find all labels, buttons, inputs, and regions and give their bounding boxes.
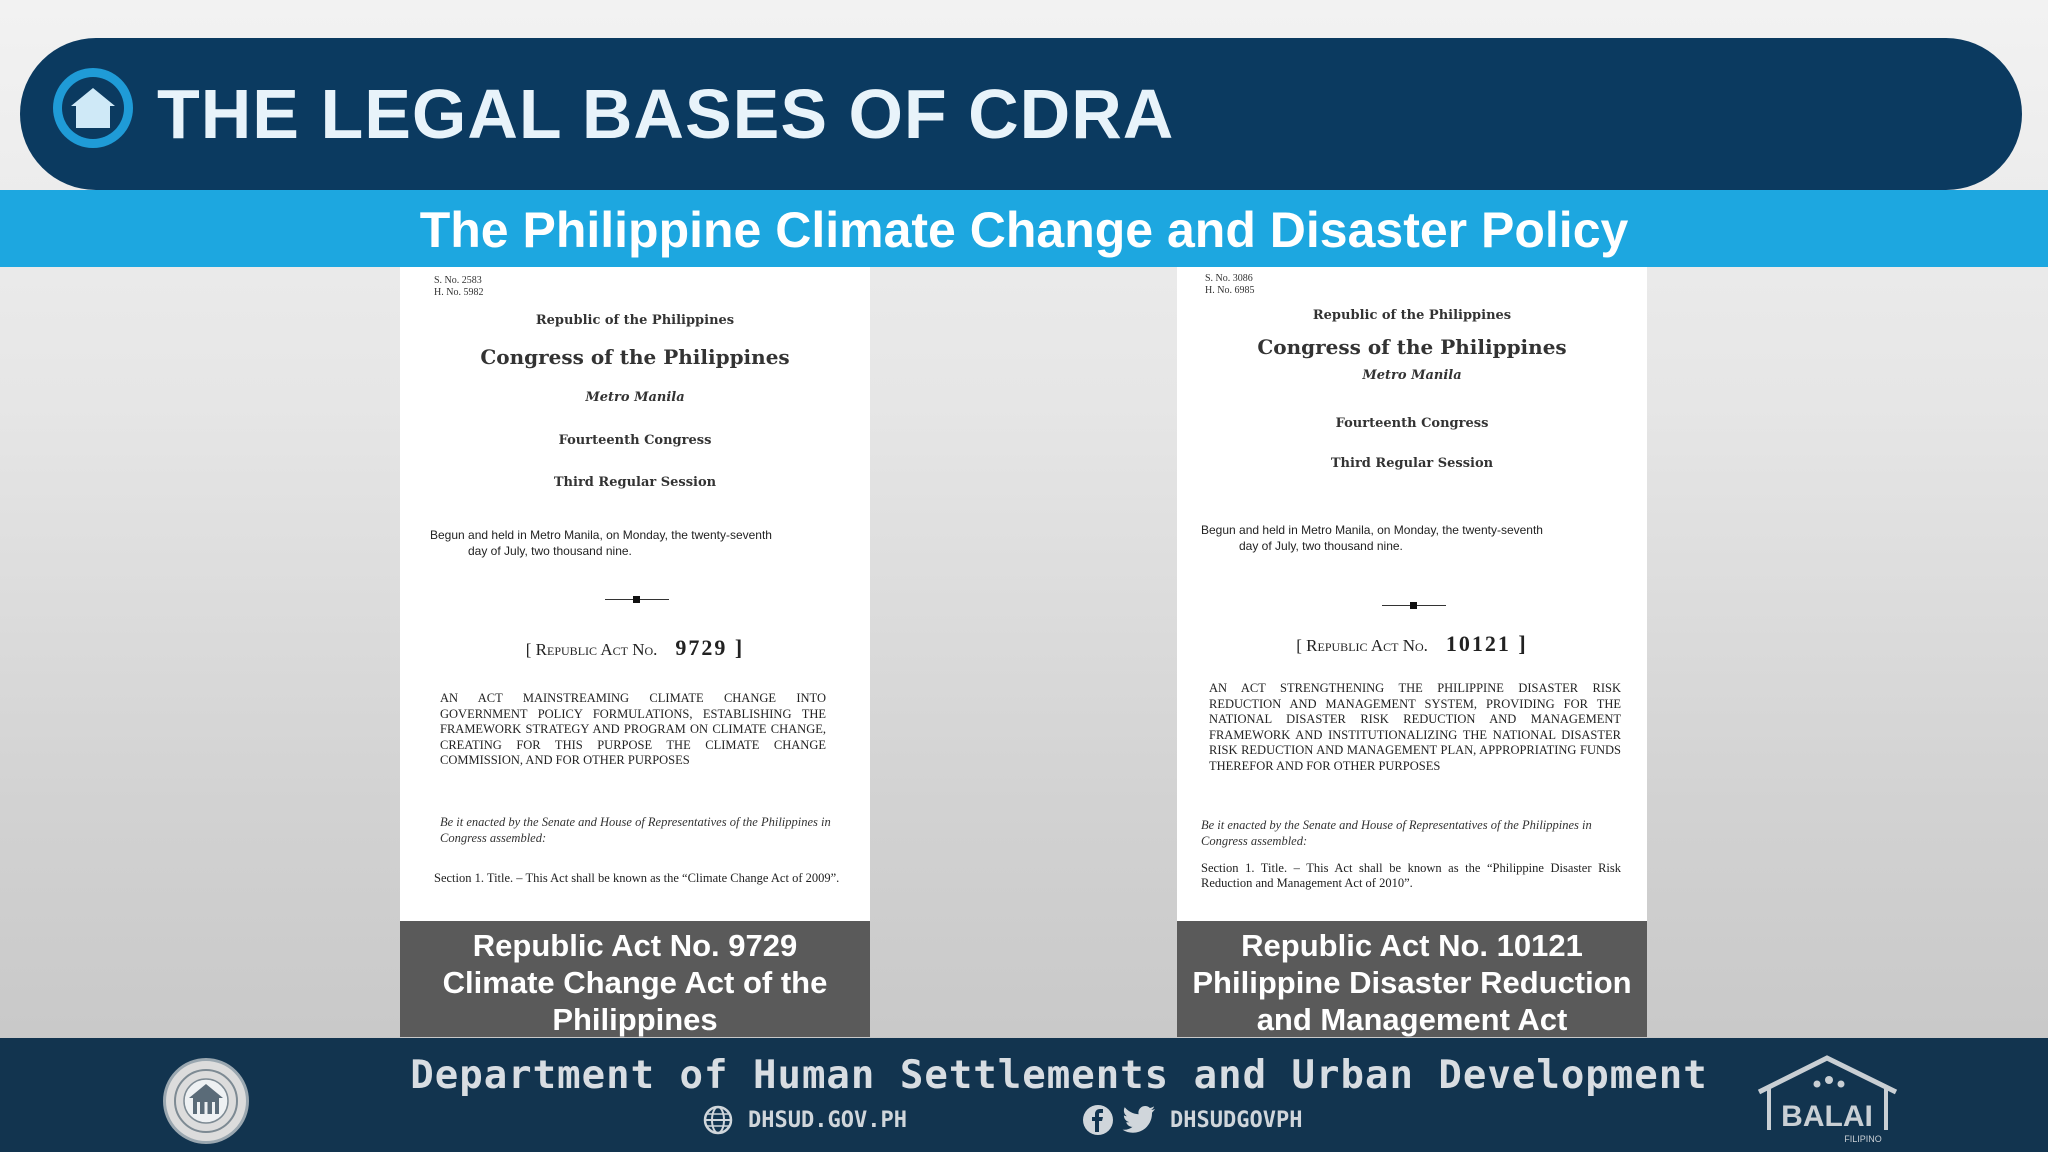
caption-line-2: Climate Change Act of the xyxy=(442,965,828,1000)
facebook-icon xyxy=(1082,1104,1114,1136)
doc-congress: Congress of the Philippines xyxy=(1257,335,1567,359)
doc-metro-manila: Metro Manila xyxy=(1362,368,1462,383)
twitter-icon xyxy=(1122,1105,1156,1135)
subtitle-bar xyxy=(0,190,2048,267)
doc-congress-number: Fourteenth Congress xyxy=(1335,416,1489,431)
doc-congress-number: Fourteenth Congress xyxy=(558,433,712,448)
begun-line-1: Begun and held in Metro Manila, on Monday, the twenty-seventh xyxy=(1201,523,1543,537)
house-number: H. No. 6985 xyxy=(1205,285,1255,296)
doc-congress: Congress of the Philippines xyxy=(480,345,790,369)
caption-line-1: Republic Act No. 10121 xyxy=(1241,928,1583,963)
doc-act-title: AN ACT MAINSTREAMING CLIMATE CHANGE INTO GOVERNMENT POLICY FORMULATIONS, ESTABLISHING THE FRAMEWORK STRATEGY AND PROGRAM ON CLIMATE CHANGE, CREATING FOR THIS PURPOSE THE CLIMATE CHANGE COMMISSION, AND FOR OTHER PURPOSES xyxy=(440,691,826,767)
doc-divider xyxy=(605,599,669,600)
begun-line-2: day of July, two thousand nine. xyxy=(1239,539,1403,553)
svg-text:FILIPINO: FILIPINO xyxy=(1844,1134,1882,1144)
caption-line-3: Philippines xyxy=(552,1002,718,1037)
doc-act-title: AN ACT STRENGTHENING THE PHILIPPINE DISASTER RISK REDUCTION AND MANAGEMENT SYSTEM, PROVIDING FOR THE NATIONAL DISASTER RISK REDUCTION AND MANAGEMENT FRAMEWORK AND INSTITUTIONALIZING THE NATIONAL DISASTER RISK REDUCTION AND MANAGEMENT PLAN, APPROPRIATING FUNDS THEREFOR AND FOR OTHER PURPOSES xyxy=(1209,681,1621,773)
doc-begun-text xyxy=(430,527,842,559)
footer xyxy=(0,1038,2048,1152)
document-page xyxy=(1177,267,1647,921)
doc-begun-text xyxy=(1201,522,1619,554)
doc-enactment-clause: Be it enacted by the Senate and House of Representatives of the Philippines in Congress assembled: xyxy=(440,815,831,845)
bill-numbers xyxy=(434,275,483,299)
doc-republic: Republic of the Philippines xyxy=(535,313,735,328)
document-card-ra10121 xyxy=(1177,267,1647,1037)
house-number: H. No. 5982 xyxy=(434,287,484,298)
doc-section-1: Section 1. Title. – This Act shall be known as the “Climate Change Act of 2009”. xyxy=(434,871,840,885)
begun-line-1: Begun and held in Metro Manila, on Monday, the twenty-seventh xyxy=(430,528,772,542)
svg-text:BALAI: BALAI xyxy=(1781,1100,1873,1133)
social-handle[interactable] xyxy=(1082,1104,1302,1136)
ra-number: 9729 ] xyxy=(675,635,745,660)
document-page xyxy=(400,267,870,921)
social-handle-text: DHSUDGOVPH xyxy=(1170,1107,1303,1133)
website-text: DHSUD.GOV.PH xyxy=(748,1107,907,1133)
document-card-ra9729 xyxy=(400,267,870,1037)
ra-label: [ Republic Act No. xyxy=(1296,636,1428,655)
senate-number: S. No. 2583 xyxy=(434,275,482,286)
home-icon[interactable] xyxy=(53,68,133,148)
doc-metro-manila: Metro Manila xyxy=(585,390,685,405)
ra-label: [ Republic Act No. xyxy=(525,640,658,659)
ra-number: 10121 ] xyxy=(1445,631,1528,656)
website-link[interactable] xyxy=(702,1104,907,1136)
doc-section-1: Section 1. Title. – This Act shall be known as the “Philippine Disaster Risk Reduction and Management Act of 2010”. xyxy=(1201,861,1621,890)
document-caption xyxy=(400,921,870,1037)
document-caption xyxy=(1177,921,1647,1037)
begun-line-2: day of July, two thousand nine. xyxy=(468,544,632,558)
slide-subtitle: The Philippine Climate Change and Disaster Policy xyxy=(419,202,1629,258)
doc-divider xyxy=(1382,605,1446,606)
doc-session: Third Regular Session xyxy=(553,475,717,490)
globe-icon xyxy=(702,1104,734,1136)
caption-line-3: and Management Act xyxy=(1256,1002,1568,1037)
page-title: THE LEGAL BASES OF CDRA xyxy=(157,75,1175,153)
balai-filipino-logo xyxy=(1755,1052,1900,1146)
caption-line-1: Republic Act No. 9729 xyxy=(472,928,798,963)
department-name: Department of Human Settlements and Urban Development xyxy=(410,1053,1708,1098)
doc-ra-line xyxy=(400,635,870,661)
doc-republic: Republic of the Philippines xyxy=(1312,308,1512,323)
doc-session: Third Regular Session xyxy=(1330,456,1494,471)
title-banner xyxy=(20,38,2022,190)
doc-enactment-clause: Be it enacted by the Senate and House of Representatives of the Philippines in Congress assembled: xyxy=(1201,818,1592,848)
senate-number: S. No. 3086 xyxy=(1205,273,1253,284)
doc-ra-line xyxy=(1177,631,1647,657)
bill-numbers xyxy=(1205,273,1254,297)
caption-line-2: Philippine Disaster Reduction xyxy=(1192,965,1632,1000)
